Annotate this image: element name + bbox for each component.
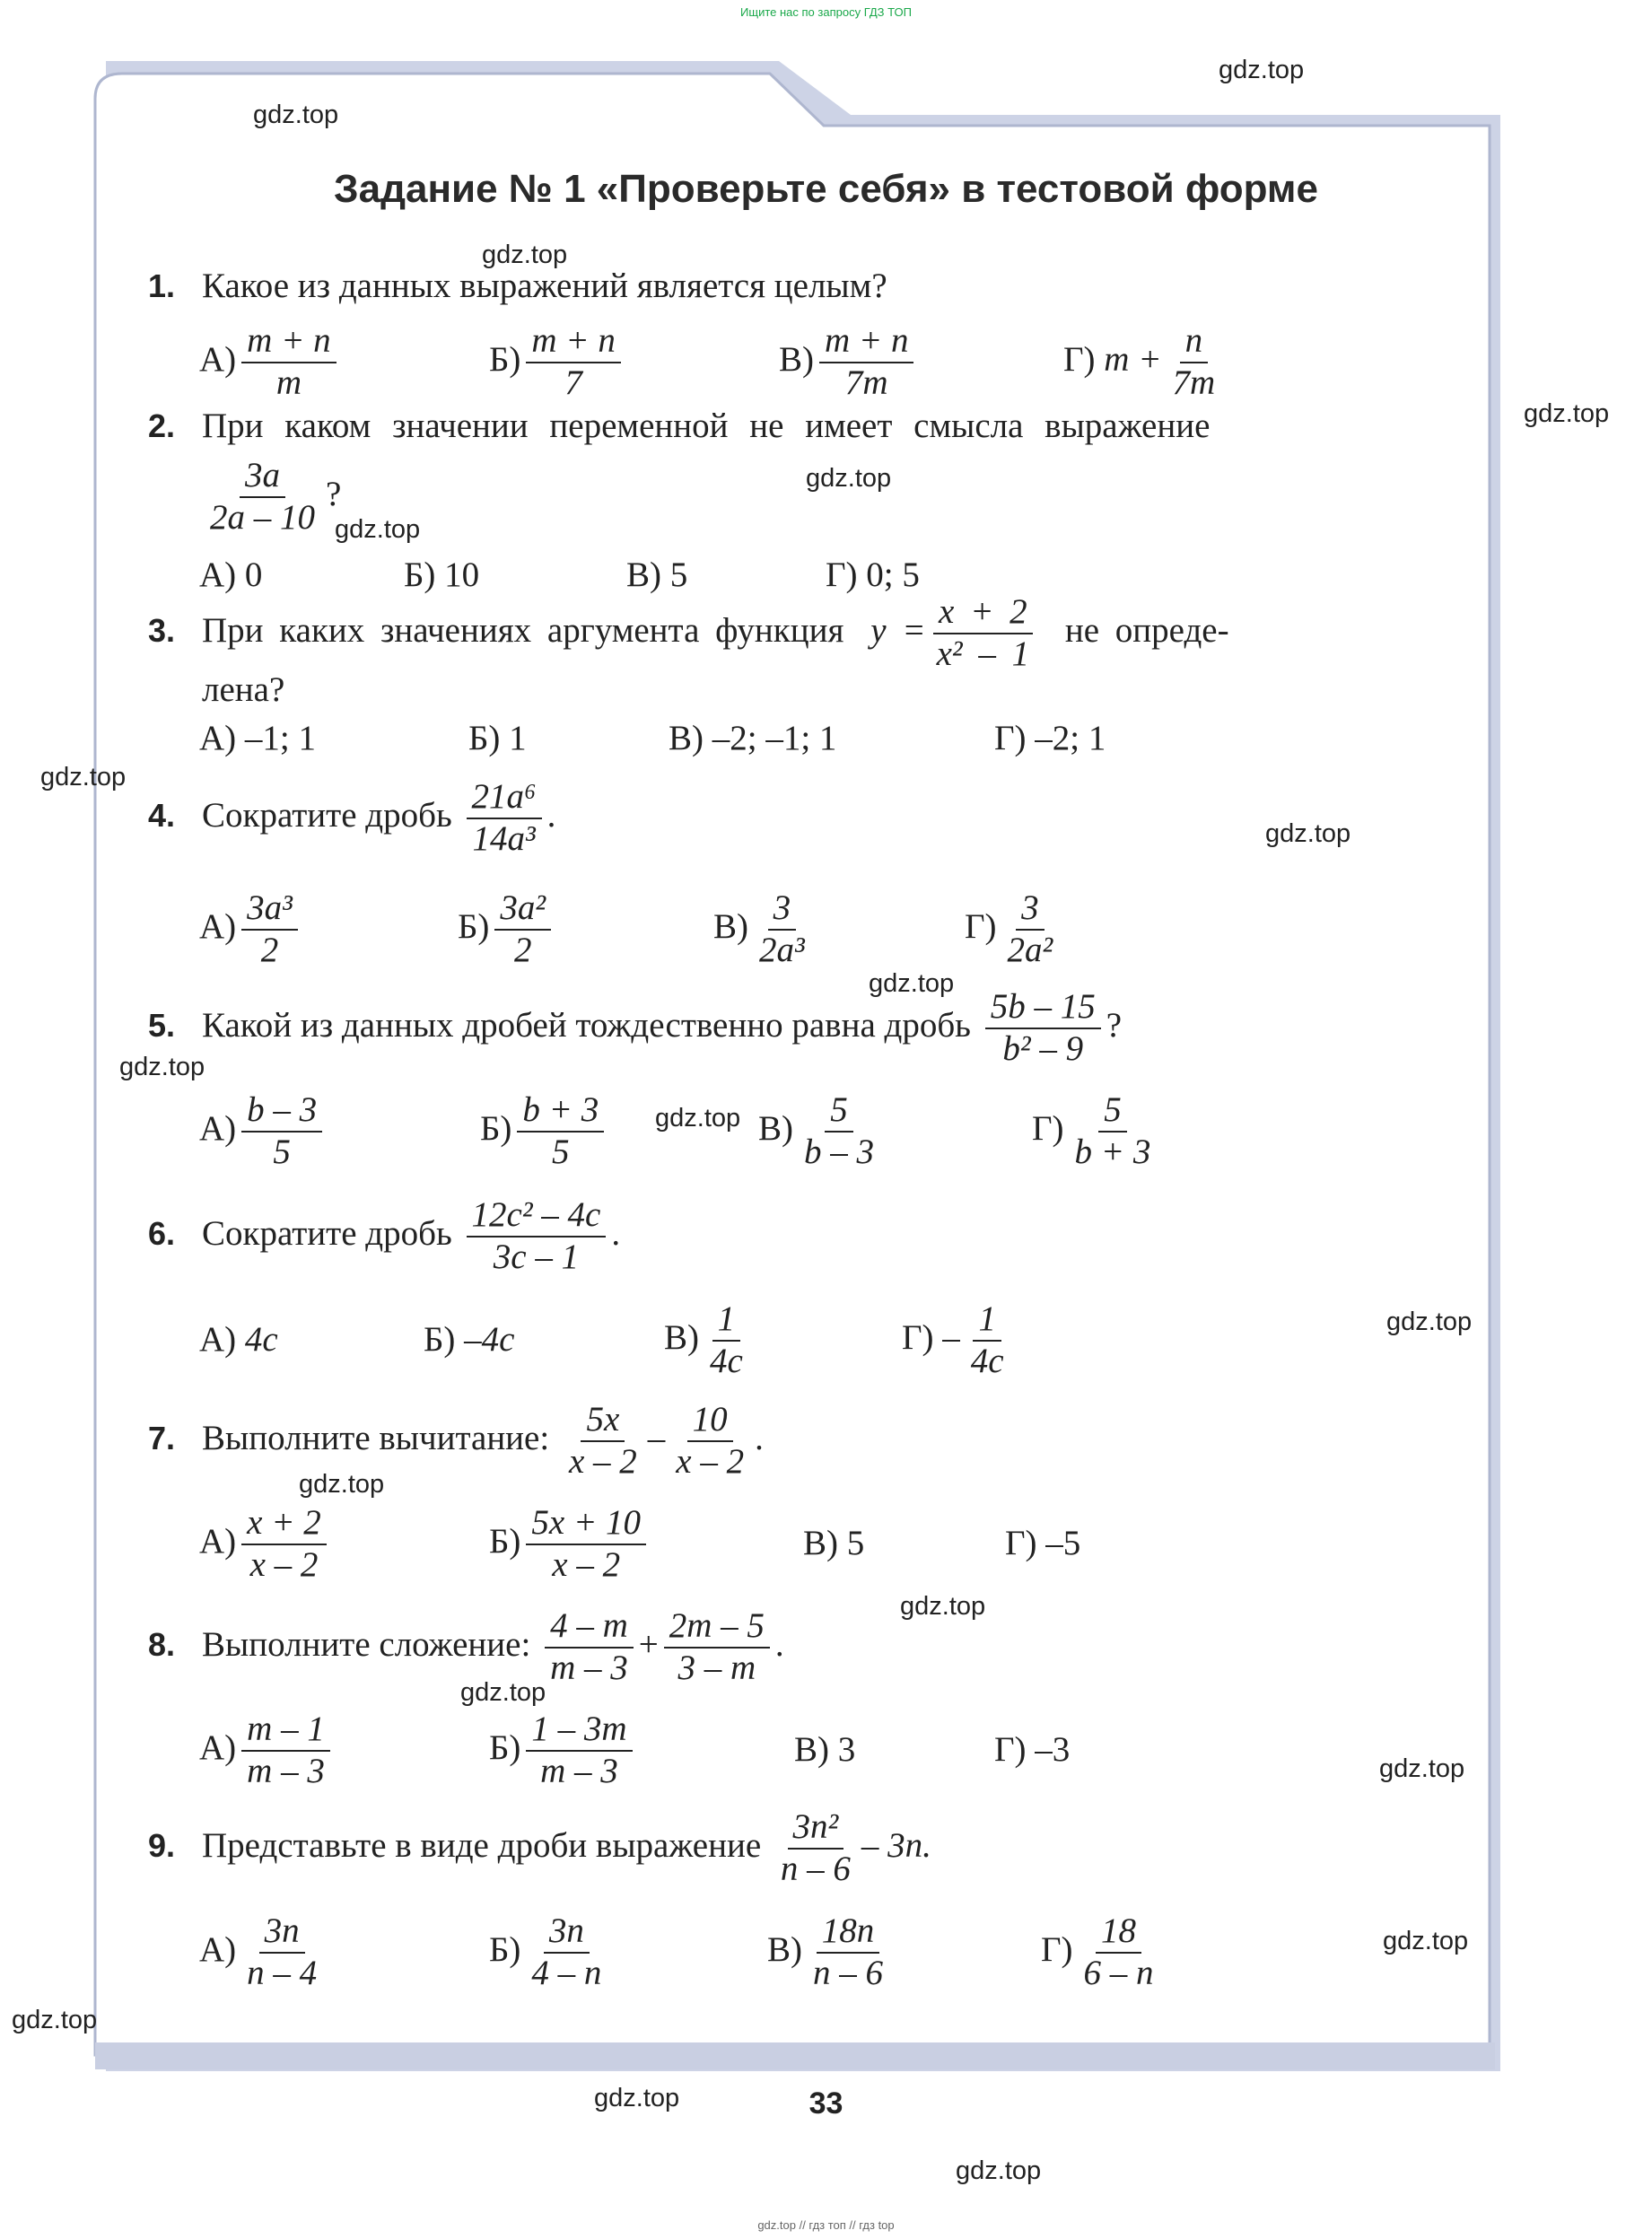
- option-c: В) $\frac{18n}{n - 6}$: [767, 1911, 883, 1992]
- option-b: Б) $\frac{5x + 10}{x - 2}$: [489, 1503, 651, 1586]
- watermark: gdz.top: [12, 2006, 98, 2034]
- question-number: 7.: [148, 1419, 176, 1456]
- question-number: 8.: [148, 1625, 176, 1663]
- question-5: 5. Какой из данных дробей тождественно равна дробь $\frac{5b - 15}{\text{b² – 9}}$ ?: [148, 987, 1123, 1068]
- option-c: В) 5: [626, 555, 688, 594]
- question-number: 2.: [148, 407, 176, 444]
- option-b: Б) –4c: [424, 1320, 515, 1359]
- option-b: Б) 10: [404, 555, 480, 594]
- question-4: 4. Сократите дробь $\frac{\text{21a⁶}}{\text{14a³}}$ .: [148, 777, 556, 858]
- question-number: 9.: [148, 1826, 176, 1864]
- question-9: 9. Представьте в виде дроби выражение $\frac{\text{3n²}}{n - 6}$ – 3n.: [148, 1807, 931, 1888]
- question-number: 1.: [148, 267, 176, 304]
- watermark: gdz.top: [1219, 56, 1305, 84]
- watermark: gdz.top: [1386, 1308, 1473, 1336]
- question-number: 3.: [148, 611, 176, 649]
- watermark: gdz.top: [119, 1053, 205, 1081]
- question-text: Сократите дробь: [202, 795, 452, 835]
- watermark: gdz.top: [1524, 399, 1610, 428]
- option-d: Г) –2; 1: [994, 719, 1106, 757]
- option-a: А) $\frac{m - 1}{m - 3}$: [199, 1710, 336, 1792]
- option-c: В) 3: [794, 1730, 856, 1769]
- option-d: Г) $\frac{3}{\text{2a²}}$: [965, 888, 1053, 969]
- option-c: В) –2; –1; 1: [669, 719, 837, 757]
- option-c: В) $\frac{m + n}{7m}$: [779, 321, 919, 404]
- question-text: При каких значениях аргумента функция: [202, 610, 844, 650]
- question-1: [148, 266, 887, 306]
- option-c: В) 5: [803, 1524, 865, 1562]
- option-c: В) $\frac{3}{\text{2a³}}$: [713, 888, 805, 969]
- option-c: В) $\frac{5}{b - 3}$: [758, 1090, 874, 1171]
- option-b: Б) 1: [468, 719, 527, 757]
- header-note: Ищите нас по запросу ГДЗ ТОП: [740, 5, 912, 19]
- option-d: Г) –3: [994, 1730, 1071, 1769]
- option-b: Б) $\frac{\text{3a²}}{2}$: [458, 888, 556, 971]
- question-2-expression: $\frac{3a}{2a - 10}$ ?: [210, 456, 342, 537]
- question-text: Сократите дробь: [202, 1213, 452, 1253]
- option-d: Г) $\frac{18}{6 - n}$: [1041, 1911, 1154, 1992]
- watermark: gdz.top: [869, 969, 955, 998]
- question-6: 6. Сократите дробь $\frac{\text{12c² – 4c}}{3c - 1}$ .: [148, 1195, 621, 1276]
- option-a: А) $\frac{m + n}{m}$: [199, 321, 342, 404]
- watermark: gdz.top: [655, 1104, 741, 1133]
- question-7: 7. Выполните вычитание: $\frac{5x}{x - 2}$ – $\frac{10}{x - 2}$ .: [148, 1400, 764, 1481]
- option-a: А) 4c: [199, 1320, 278, 1359]
- footer-note: gdz.top // гдз топ // гдз top: [757, 2218, 895, 2232]
- question-number: 6.: [148, 1214, 176, 1252]
- question-2: [148, 406, 1210, 446]
- watermark: gdz.top: [460, 1678, 546, 1707]
- option-d: Г) 0; 5: [826, 555, 920, 594]
- watermark: gdz.top: [1383, 1927, 1469, 1955]
- watermark: gdz.top: [253, 101, 339, 129]
- option-a: А) 0: [199, 555, 263, 594]
- option-b: Б) $\frac{b + 3}{5}$: [480, 1090, 609, 1173]
- watermark: gdz.top: [900, 1592, 986, 1621]
- watermark: gdz.top: [594, 2084, 680, 2112]
- option-a: А) $\frac{x + 2}{x - 2}$: [199, 1503, 332, 1586]
- watermark: gdz.top: [482, 241, 568, 269]
- watermark: gdz.top: [1379, 1754, 1465, 1783]
- option-d: Г) m + $\frac{n}{7m}$: [1063, 321, 1216, 402]
- watermark: gdz.top: [806, 464, 892, 493]
- option-a: А) $\frac{\text{3a³}}{2}$: [199, 888, 303, 971]
- option-a: А) –1; 1: [199, 719, 316, 757]
- option-b: Б) $\frac{3n}{4 - n}$: [489, 1911, 602, 1992]
- question-3-continuation: лена?: [202, 670, 285, 709]
- question-3: 3. При каких значениях аргумента функция y = $\frac{x + 2}{\text{x² – 1}}$ не опреде-: [148, 592, 1229, 673]
- question-text: Представьте в виде дроби выражение: [202, 1825, 762, 1865]
- option-d: Г) $\frac{5}{b + 3}$: [1032, 1090, 1151, 1171]
- question-number: 4.: [148, 796, 176, 834]
- question-number: 5.: [148, 1006, 176, 1044]
- option-a: А) $\frac{b - 3}{5}$: [199, 1090, 328, 1173]
- watermark: gdz.top: [956, 2156, 1042, 2185]
- option-b: Б) $\frac{m + n}{7}$: [489, 321, 626, 404]
- question-text: Какой из данных дробей тождественно равна дробь: [202, 1005, 971, 1045]
- page-number: 33: [809, 2086, 843, 2121]
- question-8: 8. Выполните сложение: $\frac{4 - m}{m - 3}$ + $\frac{2m - 5}{3 - m}$ .: [148, 1606, 784, 1687]
- watermark: gdz.top: [299, 1470, 385, 1499]
- option-a: А) $\frac{3n}{n - 4}$: [199, 1911, 318, 1992]
- option-c: В) $\frac{1}{4c}$: [664, 1299, 743, 1380]
- watermark: gdz.top: [40, 763, 127, 792]
- watermark: gdz.top: [1265, 819, 1351, 848]
- option-b: Б) $\frac{1 - 3m}{m - 3}$: [489, 1710, 638, 1792]
- page-title: Задание № 1 «Проверьте себя» в тестовой форме: [334, 167, 1318, 211]
- question-text: Какое из данных выражений является целым?: [202, 267, 887, 305]
- option-d: Г) –5: [1005, 1524, 1081, 1562]
- watermark: gdz.top: [335, 515, 421, 544]
- question-text: Выполните вычитание:: [202, 1418, 550, 1457]
- question-text: При каком значении переменной не имеет смысла выражение: [202, 407, 1211, 445]
- option-d: Г) – $\frac{1}{4c}$: [902, 1299, 1004, 1380]
- question-text: Выполните сложение:: [202, 1624, 531, 1664]
